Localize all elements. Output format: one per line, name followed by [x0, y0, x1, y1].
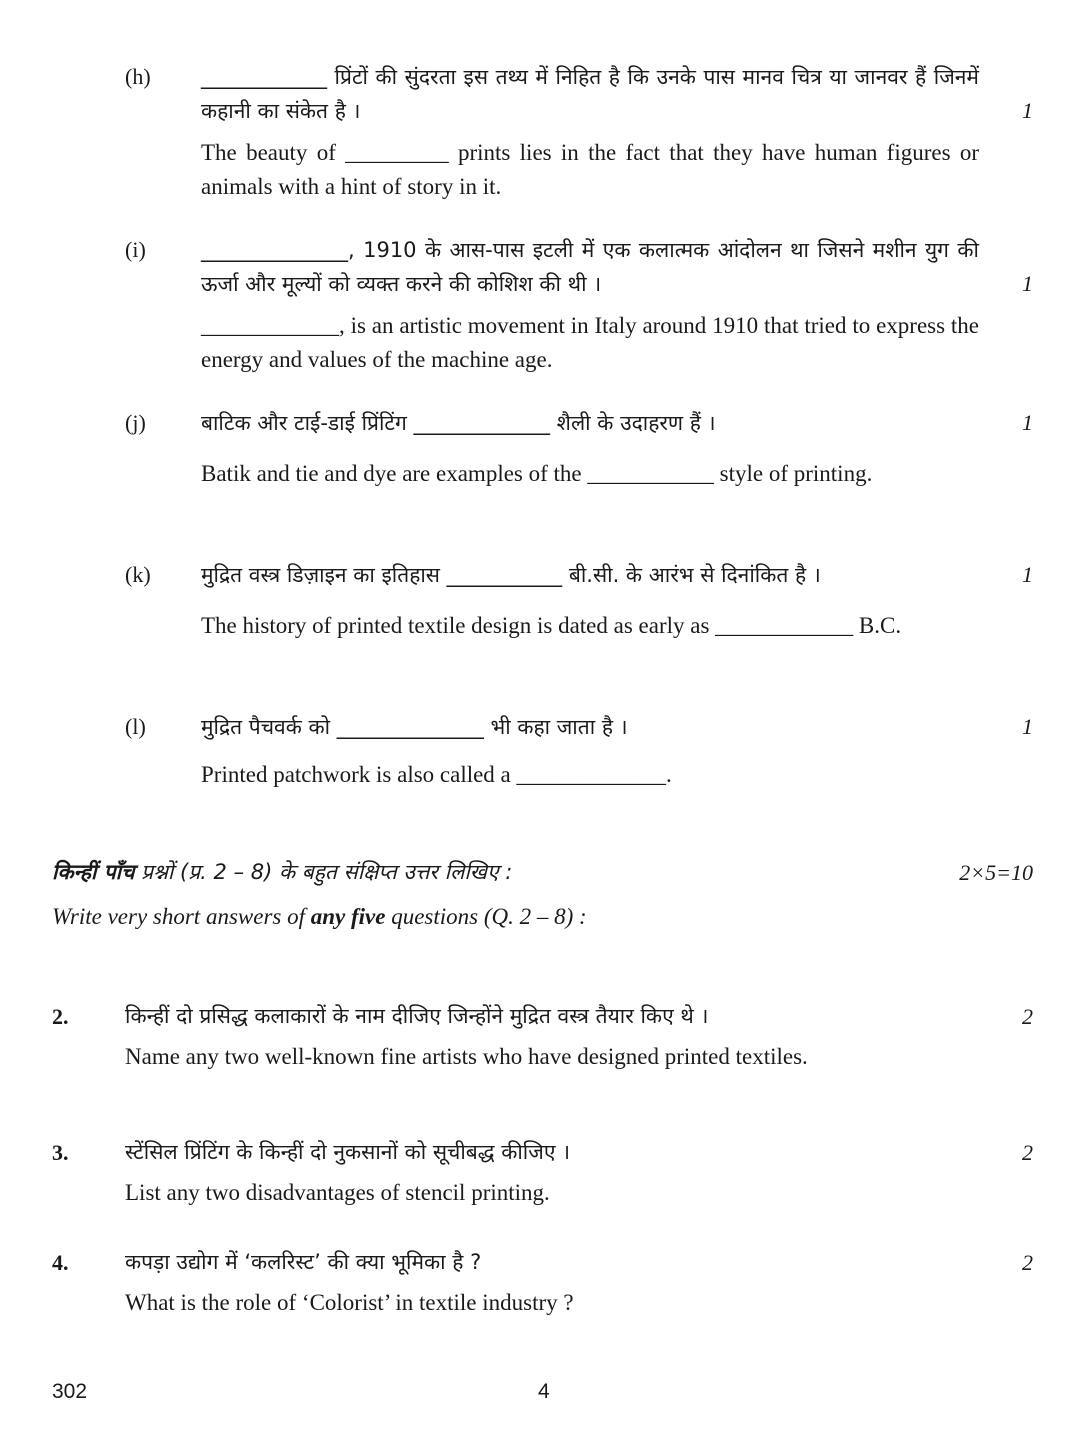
subquestion-english: The history of printed textile design is dated as early as ____________ B.C.: [201, 613, 902, 638]
instruction-hindi: [52, 858, 512, 886]
marks: 1: [1022, 98, 1033, 123]
marks: 1: [1022, 410, 1033, 435]
question-hindi: किन्हीं दो प्रसिद्ध कलाकारों के नाम दीजिए जिन्होंने मुद्रित वस्त्र तैयार किए थे ।: [125, 1004, 709, 1028]
question-number: 3.: [52, 1140, 69, 1165]
marks: 2: [1022, 1250, 1033, 1275]
question-english: Name any two well-known fine artists who have designed printed textiles.: [125, 1044, 808, 1069]
subquestion-hindi: ______________, 1910 के आस-पास इटली में एक कलात्मक आंदोलन था जिसने मशीन युग की ऊर्जा और मूल्यों को व्यक्त करने की कोशिश की थी ।: [201, 238, 979, 296]
marks: 2: [1022, 1004, 1033, 1029]
question-english: What is the role of ‘Colorist’ in textile industry ?: [125, 1290, 574, 1315]
instruction-hindi-bold: किन्हीं पाँच: [52, 860, 135, 884]
marks: 1: [1022, 562, 1033, 587]
subquestion-hindi: बाटिक और टाई-डाई प्रिंटिंग _____________ शैली के उदाहरण हैं ।: [201, 411, 716, 435]
paper-code: 302: [52, 1380, 88, 1403]
marks: 1: [1022, 714, 1033, 739]
instruction-english-bold: any five: [310, 904, 386, 929]
subquestion-hindi: मुद्रित वस्त्र डिज़ाइन का इतिहास ___________ बी.सी. के आरंभ से दिनांकित है ।: [201, 563, 821, 587]
subquestion-label: (k): [125, 562, 151, 587]
subquestion-label: (i): [125, 237, 146, 262]
instruction-english-post: questions (Q. 2 – 8) :: [385, 904, 587, 929]
question-number: 4.: [52, 1250, 69, 1275]
instruction-english: [52, 904, 587, 930]
subquestion-english: Printed patchwork is also called a _____________.: [201, 762, 672, 787]
subquestion-english: The beauty of _________ prints lies in the fact that they have human figures or animals with a hint of story in it.: [201, 140, 979, 199]
instruction-marks: 2×5=10: [959, 860, 1033, 885]
instruction-hindi-rest: प्रश्नों (प्र. 2 – 8) के बहुत संक्षिप्त उत्तर लिखिए :: [134, 860, 513, 884]
subquestion-english: Batik and tie and dye are examples of the ___________ style of printing.: [201, 461, 873, 486]
question-hindi: स्टेंसिल प्रिंटिंग के किन्हीं दो नुकसानों को सूचीबद्ध कीजिए ।: [125, 1140, 571, 1164]
subquestion-english: ____________, is an artistic movement in Italy around 1910 that tried to express the energy and values of the machine age.: [201, 313, 979, 372]
instruction-english-pre: Write very short answers of: [52, 904, 311, 929]
subquestion-hindi: मुद्रित पैचवर्क को ______________ भी कहा जाता है ।: [201, 715, 628, 739]
subquestion-hindi: ____________ प्रिंटों की सुंदरता इस तथ्य में निहित है कि उनके पास मानव चित्र या जानवर हैं जिनमें कहानी का संकेत है ।: [201, 65, 979, 123]
subquestion-label: (h): [125, 64, 151, 89]
question-number: 2.: [52, 1004, 69, 1029]
subquestion-label: (j): [125, 410, 146, 435]
question-english: List any two disadvantages of stencil printing.: [125, 1180, 550, 1205]
marks: 2: [1022, 1140, 1033, 1165]
question-hindi: कपड़ा उद्योग में ‘कलरिस्ट’ की क्या भूमिका है ?: [125, 1250, 482, 1274]
page-number: 4: [538, 1380, 550, 1403]
subquestion-label: (l): [125, 714, 146, 739]
marks: 1: [1022, 271, 1033, 296]
